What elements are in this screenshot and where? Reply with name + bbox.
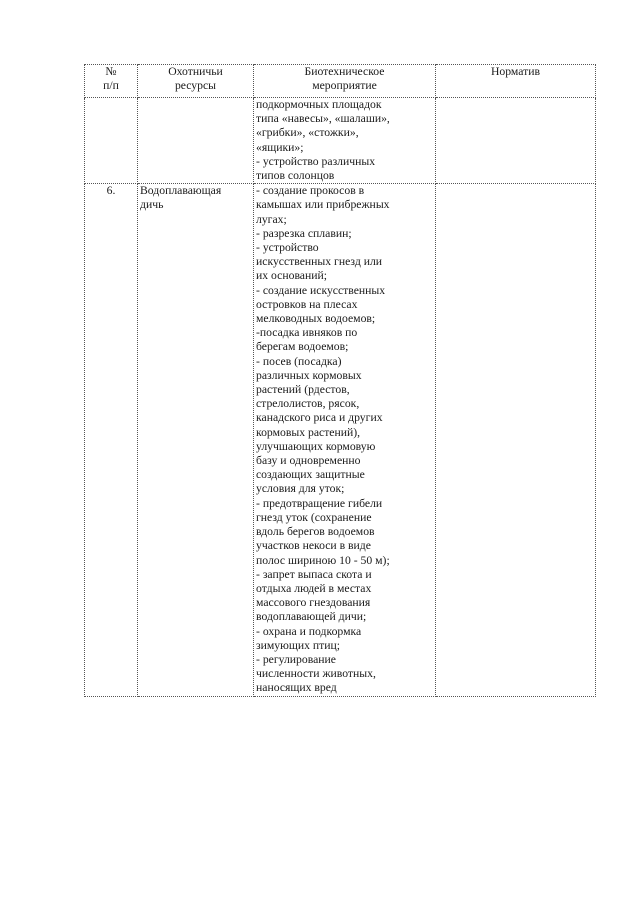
measure-line: типа «навесы», «шалаши», bbox=[256, 112, 390, 126]
table-row-continued bbox=[85, 98, 596, 184]
measure-line: наносящих вред bbox=[256, 681, 337, 695]
measure-line: -посадка ивняков по bbox=[256, 326, 358, 340]
cell-measures bbox=[254, 184, 436, 696]
measure-line: отдыха людей в местах bbox=[256, 581, 372, 595]
measure-line: зимующих птиц; bbox=[256, 638, 340, 652]
header-number bbox=[85, 65, 138, 98]
measure-line: - запрет выпаса скота и bbox=[256, 567, 372, 581]
header-number-line: п/п bbox=[103, 79, 119, 93]
measure-line: массового гнездования bbox=[256, 596, 371, 610]
cell-norm bbox=[436, 184, 596, 696]
measure-line: создающих защитные bbox=[256, 468, 365, 482]
measure-line: их оснований; bbox=[256, 269, 328, 283]
cell-resource bbox=[138, 184, 254, 696]
measure-line: камышах или прибрежных bbox=[256, 198, 390, 212]
measure-line: вдоль берегов водоемов bbox=[256, 525, 375, 539]
measure-line: полос шириною 10 - 50 м); bbox=[256, 553, 390, 567]
measure-line: стрелолистов, рясок, bbox=[256, 397, 360, 411]
measure-line: - устройство различных bbox=[256, 154, 376, 168]
measure-line: - предотвращение гибели bbox=[256, 496, 383, 510]
measures-table bbox=[84, 64, 596, 697]
resource-line: дичь bbox=[140, 198, 164, 212]
measure-line: базу и одновременно bbox=[256, 454, 361, 468]
measure-line: искусственных гнезд или bbox=[256, 255, 383, 269]
measure-line: островков на плесах bbox=[256, 297, 358, 311]
measure-line: «грибки», «стожки», bbox=[256, 126, 359, 140]
measure-line: различных кормовых bbox=[256, 368, 362, 382]
measure-line: лугах; bbox=[256, 212, 287, 226]
measure-line: гнезд уток (сохранение bbox=[256, 510, 372, 524]
measure-line: - разрезка сплавин; bbox=[256, 226, 352, 240]
resource-line: Водоплавающая bbox=[140, 184, 222, 198]
measure-line: участков некоси в виде bbox=[256, 539, 371, 553]
header-number-line: № bbox=[105, 65, 117, 78]
cell-resource-empty bbox=[138, 98, 254, 184]
measure-line: кормовых растений), bbox=[256, 425, 361, 439]
table-header-row bbox=[85, 65, 596, 98]
header-measure-line: Биотехническое bbox=[304, 65, 385, 78]
measure-line: - охрана и подкормка bbox=[256, 624, 362, 638]
header-resources bbox=[138, 65, 254, 98]
header-resources-line: ресурсы bbox=[174, 79, 217, 93]
cell-number: 6. bbox=[85, 184, 138, 696]
measure-line: мелководных водоемов; bbox=[256, 312, 376, 326]
measure-line: растений (рдестов, bbox=[256, 383, 350, 397]
cell-norm-empty bbox=[436, 98, 596, 184]
measure-line: берегам водоемов; bbox=[256, 340, 349, 354]
measure-line: - регулирование bbox=[256, 652, 336, 666]
measure-line: водоплавающей дичи; bbox=[256, 610, 367, 624]
cell-number-empty bbox=[85, 98, 138, 184]
measure-line: улучшающих кормовую bbox=[256, 439, 376, 453]
table-row-6 bbox=[85, 184, 596, 696]
measure-line: типов солонцов bbox=[256, 169, 335, 183]
measure-line: подкормочных площадок bbox=[256, 98, 382, 111]
measure-line: условия для уток; bbox=[256, 482, 345, 496]
header-measure bbox=[254, 65, 436, 98]
measure-line: - посев (посадка) bbox=[256, 354, 342, 368]
cell-measure-continued bbox=[254, 98, 436, 184]
measure-line: - создание прокосов в bbox=[256, 184, 365, 198]
measure-line: «ящики»; bbox=[256, 140, 304, 154]
measure-line: - устройство bbox=[256, 241, 319, 255]
header-resources-line: Охотничьи bbox=[168, 65, 223, 78]
header-norm: Норматив bbox=[436, 65, 596, 98]
measure-line: канадского риса и других bbox=[256, 411, 383, 425]
header-measure-line: мероприятие bbox=[312, 79, 377, 93]
measure-line: - создание искусственных bbox=[256, 283, 386, 297]
measure-line: численности животных, bbox=[256, 667, 376, 681]
